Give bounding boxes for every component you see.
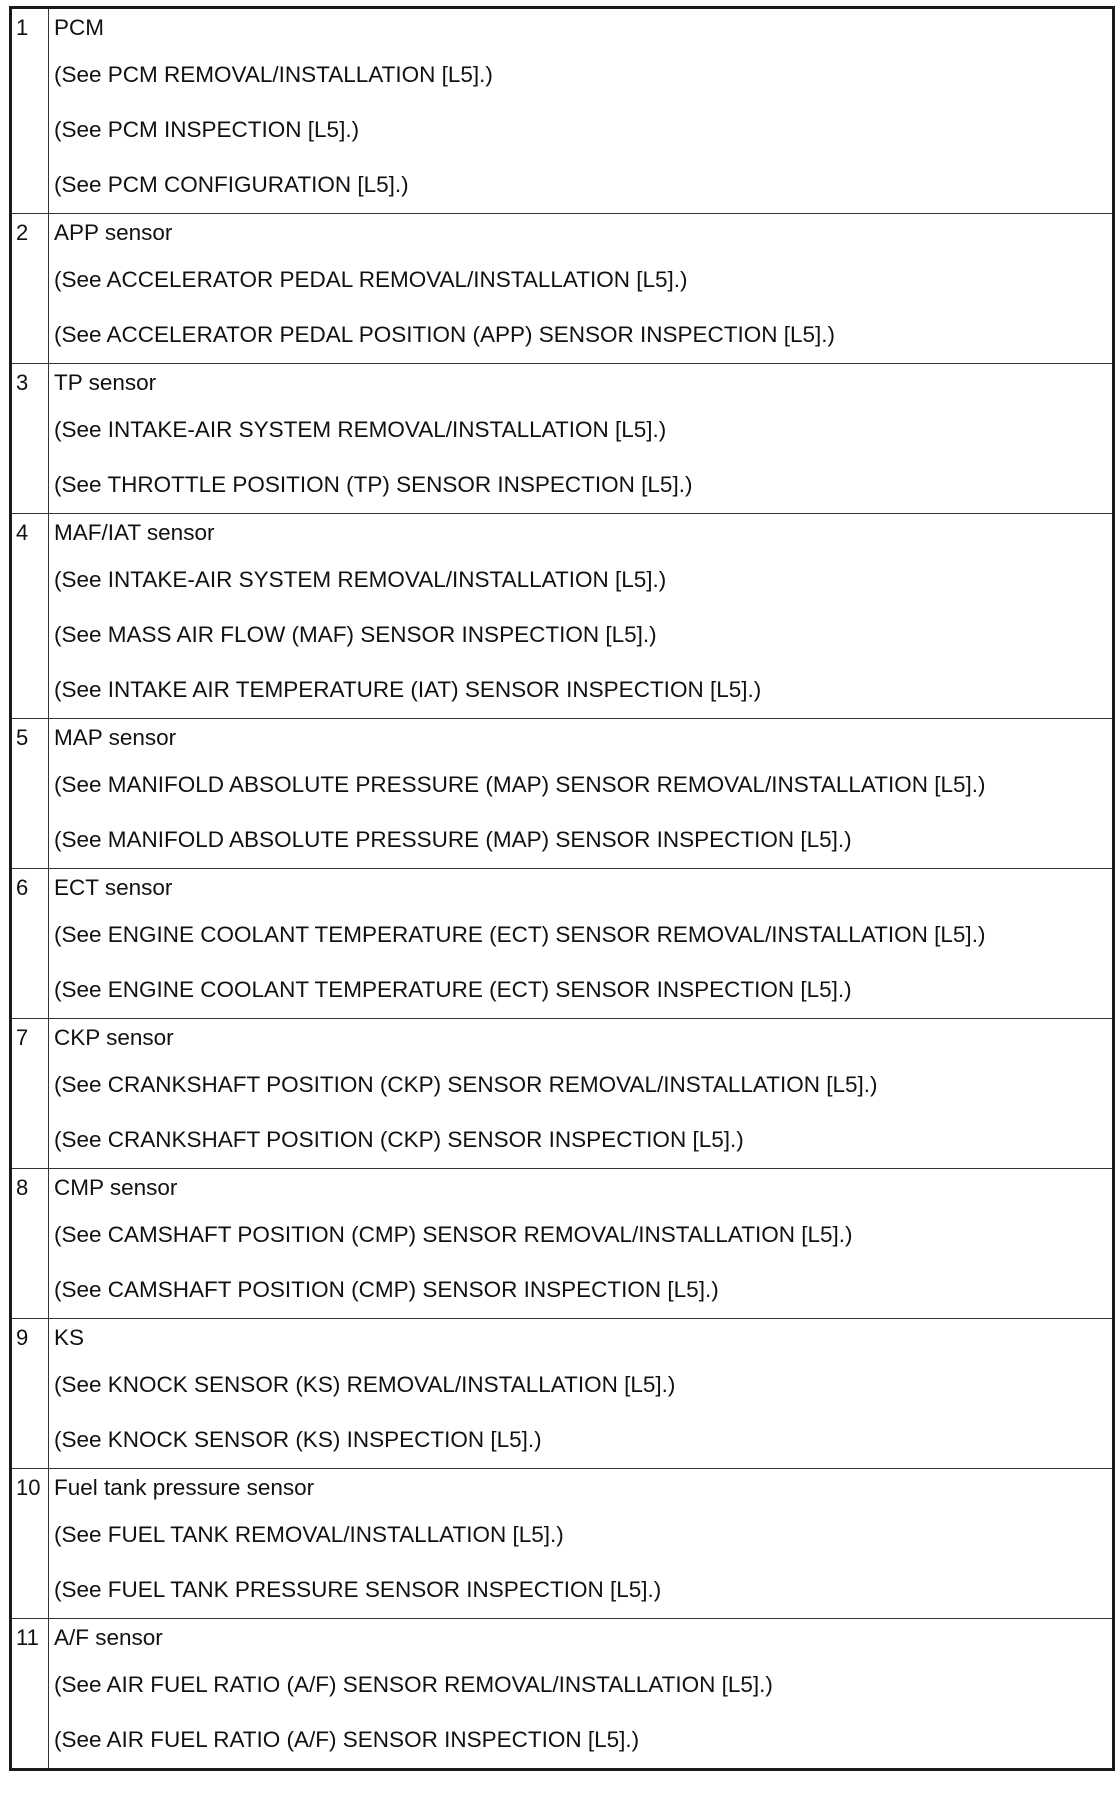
row-number: 10	[11, 1469, 49, 1619]
row-content	[49, 514, 1114, 719]
procedure-reference: (See ENGINE COOLANT TEMPERATURE (ECT) SENSOR REMOVAL/INSTALLATION [L5].)	[54, 922, 986, 947]
component-name: CKP sensor	[54, 1025, 174, 1050]
component-name: MAP sensor	[54, 725, 177, 750]
table-row	[11, 1469, 1114, 1619]
component-name: ECT sensor	[54, 875, 173, 900]
procedure-reference: (See PCM INSPECTION [L5].)	[54, 117, 360, 142]
component-name: Fuel tank pressure sensor	[54, 1475, 315, 1500]
row-number: 5	[11, 719, 49, 869]
table-row	[11, 719, 1114, 869]
procedure-reference: (See THROTTLE POSITION (TP) SENSOR INSPECTION [L5].)	[54, 472, 693, 497]
component-name: PCM	[54, 15, 104, 40]
row-content	[49, 719, 1114, 869]
table-row	[11, 1619, 1114, 1770]
table-row	[11, 214, 1114, 364]
procedure-reference: (See PCM REMOVAL/INSTALLATION [L5].)	[54, 62, 493, 87]
row-content	[49, 1469, 1114, 1619]
procedure-reference: (See AIR FUEL RATIO (A/F) SENSOR REMOVAL/INSTALLATION [L5].)	[54, 1672, 773, 1697]
procedure-reference: (See MANIFOLD ABSOLUTE PRESSURE (MAP) SENSOR REMOVAL/INSTALLATION [L5].)	[54, 772, 986, 797]
component-name: MAF/IAT sensor	[54, 520, 215, 545]
component-name: APP sensor	[54, 220, 173, 245]
component-name: TP sensor	[54, 370, 157, 395]
row-content	[49, 1319, 1114, 1469]
table-row	[11, 514, 1114, 719]
component-table-sheet	[9, 6, 1112, 1771]
procedure-reference: (See CRANKSHAFT POSITION (CKP) SENSOR INSPECTION [L5].)	[54, 1127, 744, 1152]
row-content	[49, 1019, 1114, 1169]
row-content	[49, 1619, 1114, 1770]
procedure-reference: (See KNOCK SENSOR (KS) REMOVAL/INSTALLATION [L5].)	[54, 1372, 676, 1397]
procedure-reference: (See CAMSHAFT POSITION (CMP) SENSOR REMOVAL/INSTALLATION [L5].)	[54, 1222, 853, 1247]
procedure-reference: (See CRANKSHAFT POSITION (CKP) SENSOR REMOVAL/INSTALLATION [L5].)	[54, 1072, 878, 1097]
procedure-reference: (See AIR FUEL RATIO (A/F) SENSOR INSPECTION [L5].)	[54, 1727, 640, 1752]
row-content	[49, 364, 1114, 514]
row-content	[49, 1169, 1114, 1319]
row-number: 2	[11, 214, 49, 364]
procedure-reference: (See INTAKE AIR TEMPERATURE (IAT) SENSOR INSPECTION [L5].)	[54, 677, 762, 702]
row-content	[49, 214, 1114, 364]
row-number: 11	[11, 1619, 49, 1770]
component-reference-table	[9, 6, 1115, 1771]
table-row	[11, 1019, 1114, 1169]
table-row	[11, 1319, 1114, 1469]
procedure-reference: (See ACCELERATOR PEDAL REMOVAL/INSTALLATION [L5].)	[54, 267, 688, 292]
procedure-reference: (See MANIFOLD ABSOLUTE PRESSURE (MAP) SENSOR INSPECTION [L5].)	[54, 827, 852, 852]
table-row	[11, 869, 1114, 1019]
table-row	[11, 8, 1114, 214]
row-number: 6	[11, 869, 49, 1019]
procedure-reference: (See ENGINE COOLANT TEMPERATURE (ECT) SENSOR INSPECTION [L5].)	[54, 977, 852, 1002]
row-content	[49, 8, 1114, 214]
row-number: 8	[11, 1169, 49, 1319]
component-name: CMP sensor	[54, 1175, 178, 1200]
procedure-reference: (See MASS AIR FLOW (MAF) SENSOR INSPECTION [L5].)	[54, 622, 657, 647]
component-name: KS	[54, 1325, 85, 1350]
procedure-reference: (See FUEL TANK PRESSURE SENSOR INSPECTION [L5].)	[54, 1577, 662, 1602]
row-number: 3	[11, 364, 49, 514]
procedure-reference: (See ACCELERATOR PEDAL POSITION (APP) SENSOR INSPECTION [L5].)	[54, 322, 836, 347]
component-name: A/F sensor	[54, 1625, 163, 1650]
procedure-reference: (See PCM CONFIGURATION [L5].)	[54, 172, 409, 197]
row-number: 4	[11, 514, 49, 719]
procedure-reference: (See KNOCK SENSOR (KS) INSPECTION [L5].)	[54, 1427, 542, 1452]
row-number: 1	[11, 8, 49, 214]
row-number: 7	[11, 1019, 49, 1169]
row-number: 9	[11, 1319, 49, 1469]
procedure-reference: (See FUEL TANK REMOVAL/INSTALLATION [L5].)	[54, 1522, 564, 1547]
table-body	[11, 8, 1114, 1770]
procedure-reference: (See CAMSHAFT POSITION (CMP) SENSOR INSPECTION [L5].)	[54, 1277, 719, 1302]
procedure-reference: (See INTAKE-AIR SYSTEM REMOVAL/INSTALLATION [L5].)	[54, 417, 667, 442]
table-row	[11, 1169, 1114, 1319]
row-content	[49, 869, 1114, 1019]
table-row	[11, 364, 1114, 514]
procedure-reference: (See INTAKE-AIR SYSTEM REMOVAL/INSTALLATION [L5].)	[54, 567, 667, 592]
